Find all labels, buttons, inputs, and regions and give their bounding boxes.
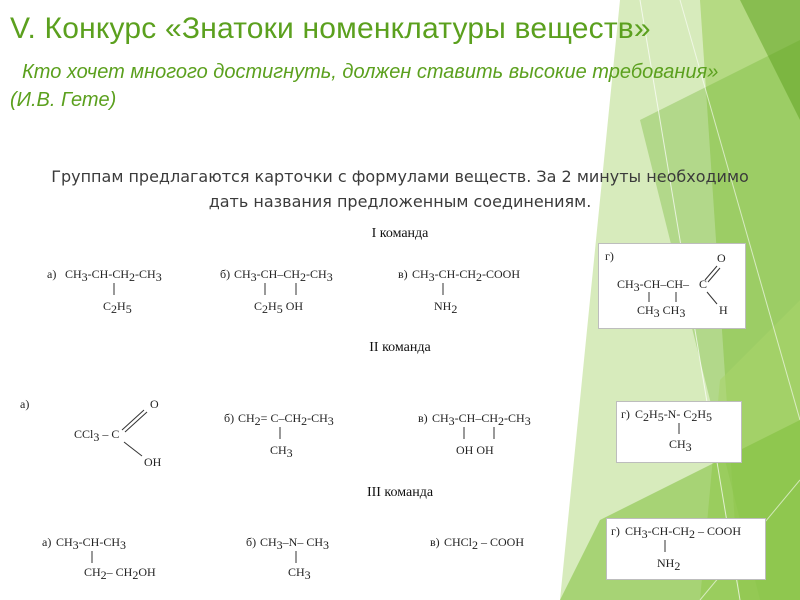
- svg-text:CH3-CH–CH–: CH3-CH–CH–: [617, 277, 690, 294]
- team-2-card-a: [18, 392, 178, 472]
- svg-text:NH2: NH2: [657, 556, 681, 573]
- card-letter: г): [605, 249, 614, 263]
- svg-text:CH3–N– CH3: CH3–N– CH3: [260, 535, 330, 552]
- team-3-card-a: [40, 530, 190, 590]
- svg-text:CH3: CH3: [270, 443, 293, 460]
- team-3-card-b: [244, 530, 374, 590]
- svg-text:O: O: [150, 397, 159, 411]
- svg-text:CH3 CH3: CH3 CH3: [637, 303, 686, 320]
- svg-text:C2H5 OH: C2H5 OH: [254, 299, 304, 316]
- team-1-card-c: [396, 262, 546, 322]
- team-3-card-c: [428, 530, 548, 560]
- svg-text:CH2– CH2OH: CH2– CH2OH: [84, 565, 156, 582]
- card-letter: а): [20, 397, 30, 411]
- svg-text:CH3-CH–CH2-CH3: CH3-CH–CH2-CH3: [234, 267, 333, 284]
- svg-text:CH3: CH3: [288, 565, 311, 582]
- svg-text:CCl3 – C: CCl3 – C: [74, 427, 120, 444]
- svg-text:H: H: [719, 303, 728, 317]
- svg-text:C2H5: C2H5: [103, 299, 132, 316]
- team-1-card-d: [598, 243, 746, 329]
- card-letter: в): [418, 411, 428, 425]
- svg-text:CH2= C–CH2-CH3: CH2= C–CH2-CH3: [238, 411, 334, 428]
- svg-text:C: C: [699, 277, 708, 291]
- svg-text:CH3-CH-CH2-CH3: CH3-CH-CH2-CH3: [65, 267, 162, 284]
- team-1-label: I команда: [371, 226, 429, 241]
- card-letter: г): [621, 407, 630, 421]
- slide-title: V. Конкурс «Знатоки номенклатуры веществ»: [10, 12, 651, 45]
- svg-text:CH3-CH-CH2-COOH: CH3-CH-CH2-COOH: [412, 267, 521, 284]
- svg-text:CH3: CH3: [669, 437, 692, 454]
- card-letter: в): [430, 535, 440, 549]
- svg-text:OH OH: OH OH: [456, 443, 494, 457]
- svg-text:O: O: [717, 251, 726, 265]
- team-3-card-d: [606, 518, 766, 580]
- svg-text:CH3-CH-CH2 – COOH: CH3-CH-CH2 – COOH: [625, 524, 742, 541]
- card-letter: в): [398, 267, 408, 281]
- card-letter: б): [246, 535, 257, 549]
- epigraph-quote: Кто хочет многого достигнуть, должен ставить высокие требования» (И.В. Гете): [10, 61, 719, 111]
- svg-text:OH: OH: [144, 455, 162, 469]
- svg-text:CH3-CH–CH2-CH3: CH3-CH–CH2-CH3: [432, 411, 531, 428]
- team-1-card-a: [45, 262, 185, 322]
- card-letter: б): [224, 411, 235, 425]
- card-letter: г): [611, 524, 620, 538]
- team-2-card-b: [222, 406, 372, 466]
- svg-text:CH3-CH-CH3: CH3-CH-CH3: [56, 535, 127, 552]
- card-letter: а): [47, 267, 57, 281]
- team-2-label: II команда: [369, 340, 431, 355]
- team-1-card-b: [218, 262, 358, 322]
- team-2-card-c: [416, 406, 566, 466]
- team-2-card-d: [616, 401, 742, 463]
- svg-text:C2H5-N- C2H5: C2H5-N- C2H5: [635, 407, 713, 424]
- team-3-label: III команда: [366, 485, 434, 500]
- svg-text:NH2: NH2: [434, 299, 458, 316]
- svg-text:CHCl2 – COOH: CHCl2 – COOH: [444, 535, 525, 552]
- card-letter: а): [42, 535, 52, 549]
- task-instruction: Группам предлагаются карточки с формулами веществ. За 2 минуты необходимо дать названия предложенным соединениям.: [51, 167, 749, 211]
- card-letter: б): [220, 267, 231, 281]
